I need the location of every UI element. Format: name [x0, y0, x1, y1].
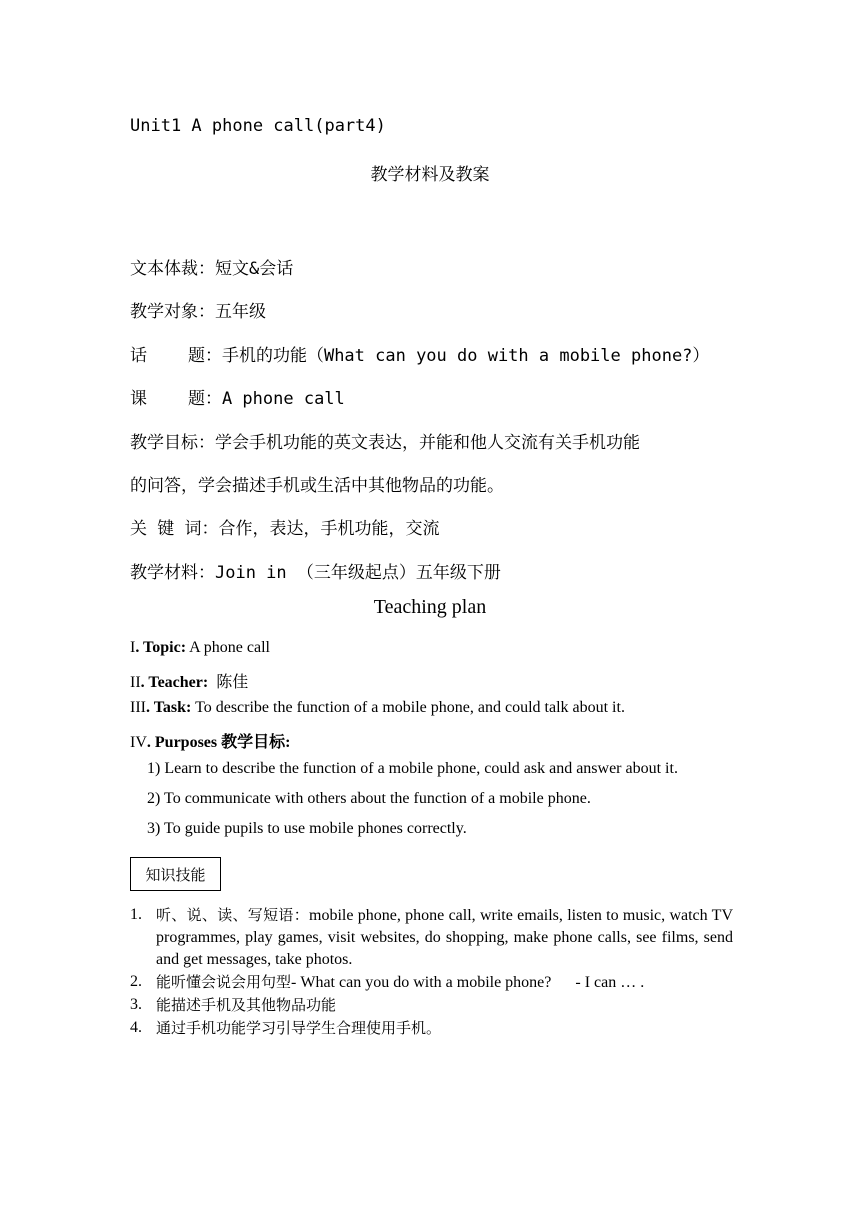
- meta-label: 关 键 词：: [130, 519, 219, 539]
- list-item: [130, 971, 733, 994]
- plan-number: III: [130, 699, 146, 716]
- meta-objective-cont: [130, 471, 504, 496]
- list-item: [130, 1017, 733, 1040]
- skills-box-label: 知识技能: [130, 857, 221, 891]
- list-number: 2.: [130, 973, 142, 990]
- meta-label: 教学材料：: [130, 563, 215, 583]
- meta-value: 的问答，学会描述手机或生活中其他物品的功能。: [130, 476, 504, 496]
- skill-cjk: 听、说、读、写短语：: [156, 906, 310, 924]
- meta-label: 教学目标：: [130, 433, 215, 453]
- plan-value: To describe the function of a mobile phone, and could talk about it.: [191, 699, 625, 716]
- plan-value: A phone call: [186, 639, 270, 656]
- meta-topic: [130, 341, 709, 366]
- skill-cjk: 能描述手机及其他物品功能: [156, 996, 337, 1014]
- meta-value: Join in （三年级起点）五年级下册: [215, 563, 501, 583]
- list-item: [130, 994, 733, 1017]
- meta-value: 五年级: [215, 302, 266, 322]
- meta-value: 学会手机功能的英文表达，并能和他人交流有关手机功能: [215, 433, 640, 453]
- teaching-plan-heading: Teaching plan: [373, 596, 487, 618]
- skill-cjk: 能听懂会说会用句型: [156, 973, 292, 991]
- plan-teacher: [130, 669, 248, 692]
- meta-value: A phone call: [221, 389, 345, 409]
- meta-value: 短文&会话: [215, 259, 294, 279]
- plan-label: . Topic:: [135, 639, 187, 656]
- plan-number: II: [130, 674, 141, 691]
- plan-purposes: [130, 729, 290, 752]
- purpose-item: 2) To communicate with others about the function of a mobile phone.: [147, 790, 591, 807]
- meta-lesson: [130, 384, 345, 409]
- plan-label: . Teacher:: [140, 674, 209, 691]
- plan-number: I: [130, 639, 136, 656]
- skill-text: - What can you do with a mobile phone? - I can … .: [291, 974, 645, 991]
- meta-material: [130, 558, 501, 583]
- meta-value: 手机的功能（What can you do with a mobile phone?）: [221, 346, 710, 366]
- unit-title: Unit1 A phone call(part4): [130, 116, 386, 136]
- materials-heading: 教学材料及教案: [370, 165, 490, 185]
- skill-cjk: 通过手机功能学习引导学生合理使用手机。: [156, 1019, 442, 1037]
- list-item: [130, 904, 733, 971]
- meta-label: 教学对象：: [130, 302, 215, 322]
- list-number: 3.: [130, 996, 142, 1013]
- meta-genre: [130, 254, 293, 279]
- purpose-item: 3) To guide pupils to use mobile phones correctly.: [147, 820, 467, 837]
- meta-audience: [130, 297, 266, 322]
- list-number: 1.: [130, 906, 142, 923]
- meta-label: 话 题：: [130, 346, 222, 366]
- plan-value: 陈佳: [208, 674, 249, 691]
- meta-objective: [130, 428, 640, 453]
- meta-label: 文本体裁：: [130, 259, 215, 279]
- plan-task: [130, 699, 625, 717]
- list-number: 4.: [130, 1019, 142, 1036]
- plan-label: . Purposes 教学目标:: [146, 734, 291, 751]
- meta-label: 课 题：: [130, 389, 222, 409]
- plan-topic: [130, 639, 270, 657]
- skill-text: mobile phone, phone call, write emails, listen to music, watch TV programmes, play games, visit websites, do shopping, make phone calls, see films, send and get messages, take photos.: [156, 907, 733, 968]
- purpose-item: 1) Learn to describe the function of a mobile phone, could ask and answer about it.: [147, 760, 678, 777]
- meta-keywords: [130, 514, 439, 539]
- plan-label: . Task:: [145, 699, 192, 716]
- meta-value: 合作，表达，手机功能，交流: [218, 519, 440, 539]
- skills-list: [130, 904, 733, 1040]
- plan-number: IV: [130, 734, 147, 751]
